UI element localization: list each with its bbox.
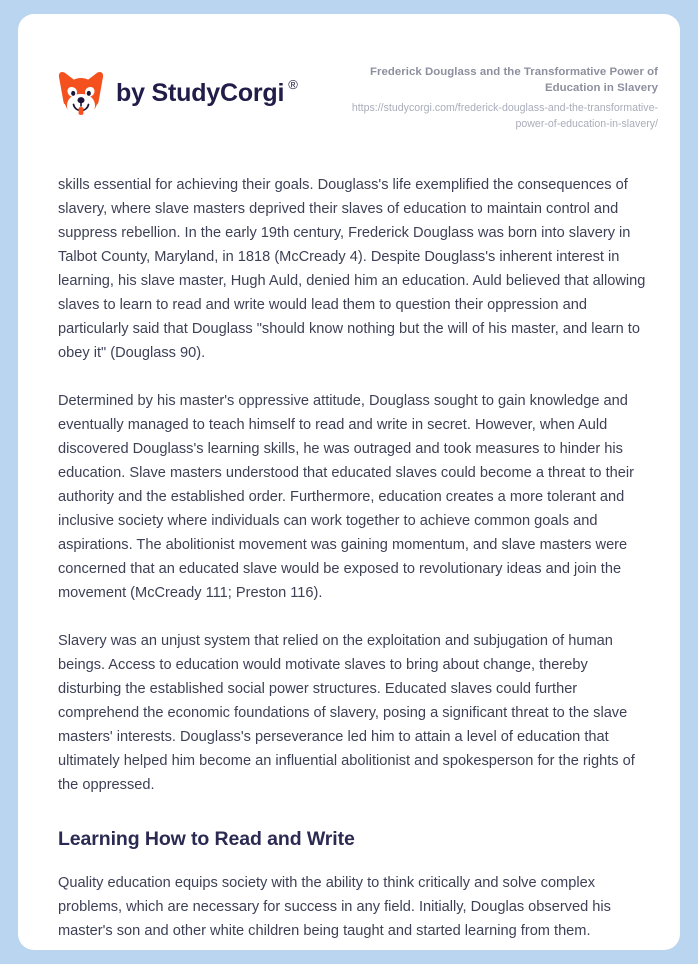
brand-name-text: by StudyCorgi: [116, 78, 285, 107]
brand-wordmark: [116, 76, 298, 107]
studycorgi-brand-logo[interactable]: [58, 62, 298, 118]
paragraph-4: Quality education equips society with the ability to think critically and solve complex problems, which are necessary for success in any field. Initially, Douglas observed his master's son and other white children being taught and started learning from them.: [58, 874, 611, 939]
section-heading: Learning How to Read and Write: [58, 828, 355, 851]
document-header: [18, 14, 680, 133]
document-source-url[interactable]: https://studycorgi.com/frederick-douglass-and-the-transformative-power-of-education-in-slavery/: [351, 102, 658, 131]
document-title: Frederick Douglass and the Transformative Power of Education in Slavery: [370, 66, 658, 95]
document-body: [18, 173, 680, 942]
registered-trademark-icon: ®: [288, 76, 298, 92]
paragraph-3: Slavery was an unjust system that relied on the exploitation and subjugation of human beings. Access to education would motivate slaves to bring about change, thereby disturbing the established social power structures. Educated slaves could further comprehend the economic foundations of slavery, posing a significant threat to the slave masters' interests. Douglass's perseverance led him to attain a level of education that ultimately helped him become an influential abolitionist and spokesperson for the rights of the oppressed.: [58, 633, 635, 794]
document-page-card: [18, 14, 680, 950]
paragraph-2: Determined by his master's oppressive attitude, Douglass sought to gain knowledge and eventually managed to teach himself to read and write in secret. However, when Auld discovered Douglass's learning skills, he was outraged and took measures to hinder his education. Slave masters understood that educated slaves could become a threat to their authority and the established order. Furthermore, education creates a more tolerant and inclusive society where individuals can work together to achieve common goals and aspirations. The abolitionist movement was gaining momentum, and slave masters were concerned that an educated slave would be exposed to revolutionary ideas and join the movement (McCready 111; Preston 116).: [58, 393, 634, 602]
corgi-head-icon: [58, 68, 104, 118]
document-meta: [328, 62, 658, 133]
paragraph-1: skills essential for achieving their goals. Douglass's life exemplified the consequences of slavery, where slave masters deprived their slaves of education to maintain control and suppress rebellion. In the early 19th century, Frederick Douglass was born into slavery in Talbot County, Maryland, in 1818 (McCready 4). Despite Douglass's inherent interest in learning, his slave master, Hugh Auld, denied him an education. Auld believed that allowing slaves to learn to read and write would lead them to question their oppression and particularly said that Douglass "should know nothing but the will of his master, and learn to obey it" (Douglass 90).: [58, 177, 646, 362]
